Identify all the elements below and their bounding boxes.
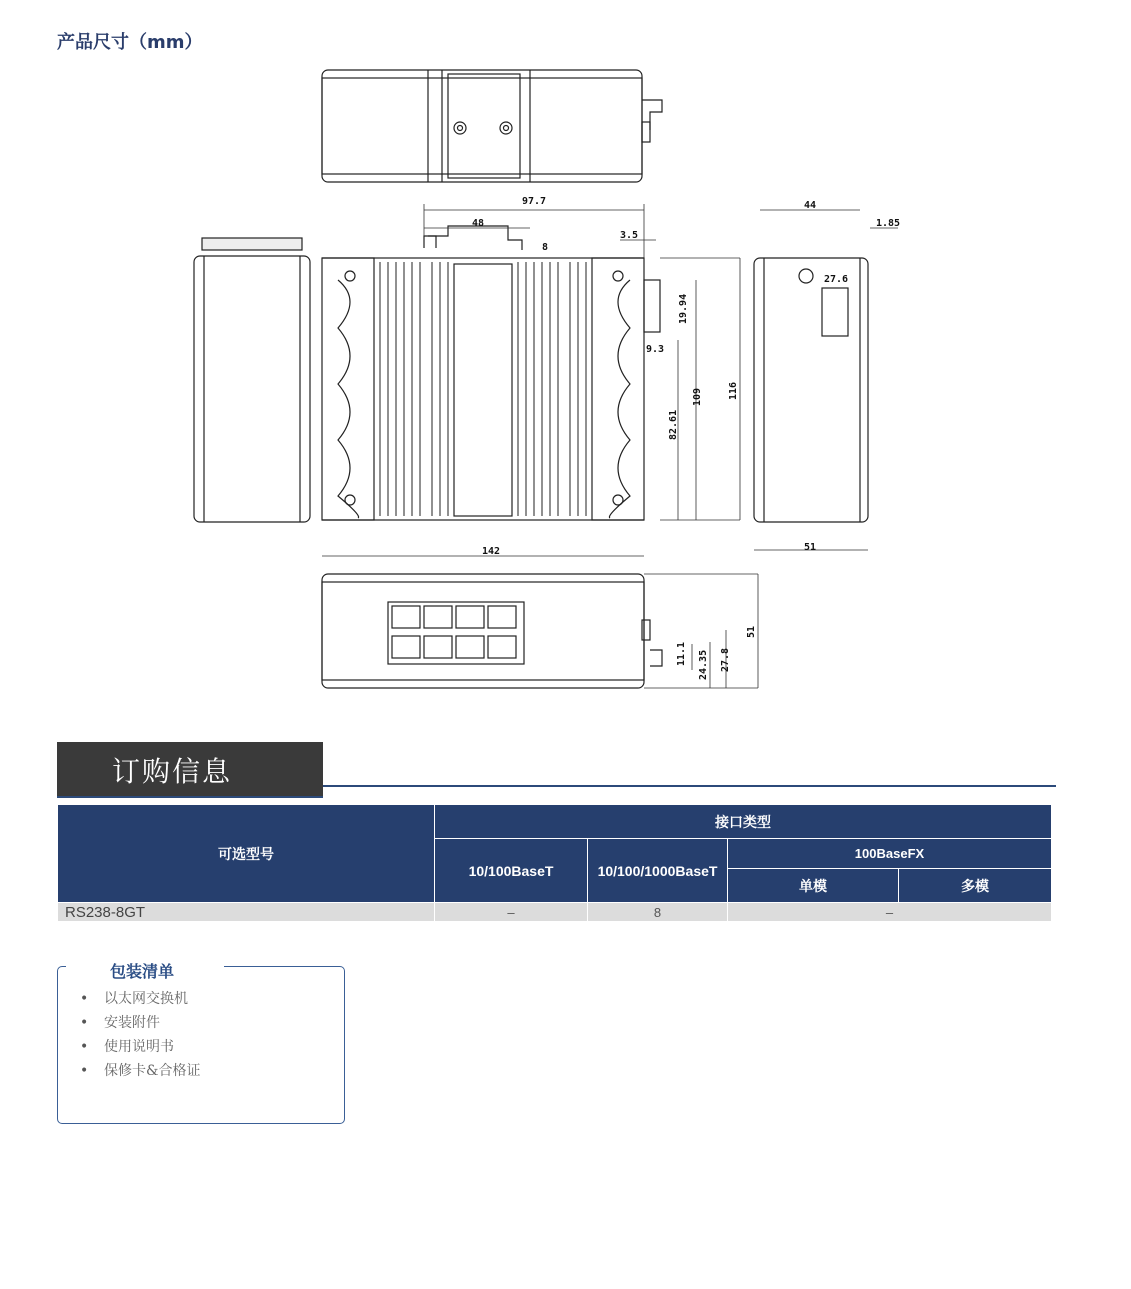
dimensions-title: 产品尺寸（mm） <box>57 32 203 53</box>
list-item <box>80 1037 200 1061</box>
dim-inner-height: 109 <box>692 387 703 406</box>
dim-rail-small: 8 <box>542 242 549 253</box>
package-list-box <box>57 962 345 1124</box>
dim-side-tab: 1.85 <box>876 218 901 229</box>
package-item-label: 安装附件 <box>104 1015 160 1031</box>
package-item-label: 以太网交换机 <box>104 991 188 1007</box>
bottom-view-drawing <box>322 574 662 688</box>
package-list-title: 包装清单 <box>106 959 178 982</box>
dim-terminal-offset: 9.3 <box>646 344 665 355</box>
cell-col1: – <box>435 903 588 922</box>
package-list <box>80 989 200 1085</box>
bullet-icon: • <box>80 991 89 1007</box>
right-side-view-drawing <box>754 258 868 522</box>
dim-side-width: 51 <box>804 542 817 553</box>
order-section-header <box>57 742 323 796</box>
dim-front-width: 142 <box>482 546 501 557</box>
header-single: 单模 <box>728 869 899 903</box>
dim-side-connector: 27.6 <box>824 274 849 285</box>
dim-rail-offset: 48 <box>472 218 485 229</box>
cell-fx: – <box>728 903 1052 922</box>
header-model: 可选型号 <box>58 805 435 903</box>
cell-model: RS238-8GT <box>58 903 435 922</box>
dim-side-depth: 44 <box>804 200 817 211</box>
left-side-view-drawing <box>194 238 310 522</box>
header-fx: 100BaseFX <box>728 839 1052 869</box>
bullet-icon: • <box>80 1039 89 1055</box>
order-section-title: 订购信息 <box>112 755 233 788</box>
front-view-drawing <box>322 226 660 520</box>
dim-rail-gap: 3.5 <box>620 230 639 241</box>
dim-bottom-a: 11.1 <box>676 641 687 666</box>
dim-bottom-height: 51 <box>746 625 757 638</box>
header-col2: 10/100/1000BaseT <box>588 839 728 903</box>
dim-bottom-b: 24.35 <box>698 649 709 680</box>
bullet-icon: • <box>80 1063 89 1079</box>
package-item-label: 保修卡&合格证 <box>104 1063 201 1079</box>
header-multi: 多模 <box>899 869 1052 903</box>
dimension-drawing <box>180 60 920 700</box>
dim-terminal-pitch: 19.94 <box>678 293 689 324</box>
dim-body-height: 116 <box>728 381 739 400</box>
table-row <box>58 903 1052 922</box>
order-title-underline <box>57 796 323 798</box>
order-section-rule <box>323 785 1056 787</box>
package-item-label: 使用说明书 <box>104 1039 174 1055</box>
dim-bottom-c: 27.8 <box>720 647 731 672</box>
order-table <box>57 804 1052 922</box>
dim-inner-offset: 82.61 <box>668 409 679 440</box>
list-item <box>80 989 200 1013</box>
top-view-drawing <box>322 70 662 182</box>
list-item <box>80 1013 200 1037</box>
cell-col2: 8 <box>588 903 728 922</box>
dim-top-width: 97.7 <box>522 196 547 207</box>
bullet-icon: • <box>80 1015 89 1031</box>
header-col1: 10/100BaseT <box>435 839 588 903</box>
header-interface: 接口类型 <box>435 805 1052 839</box>
list-item <box>80 1061 200 1085</box>
